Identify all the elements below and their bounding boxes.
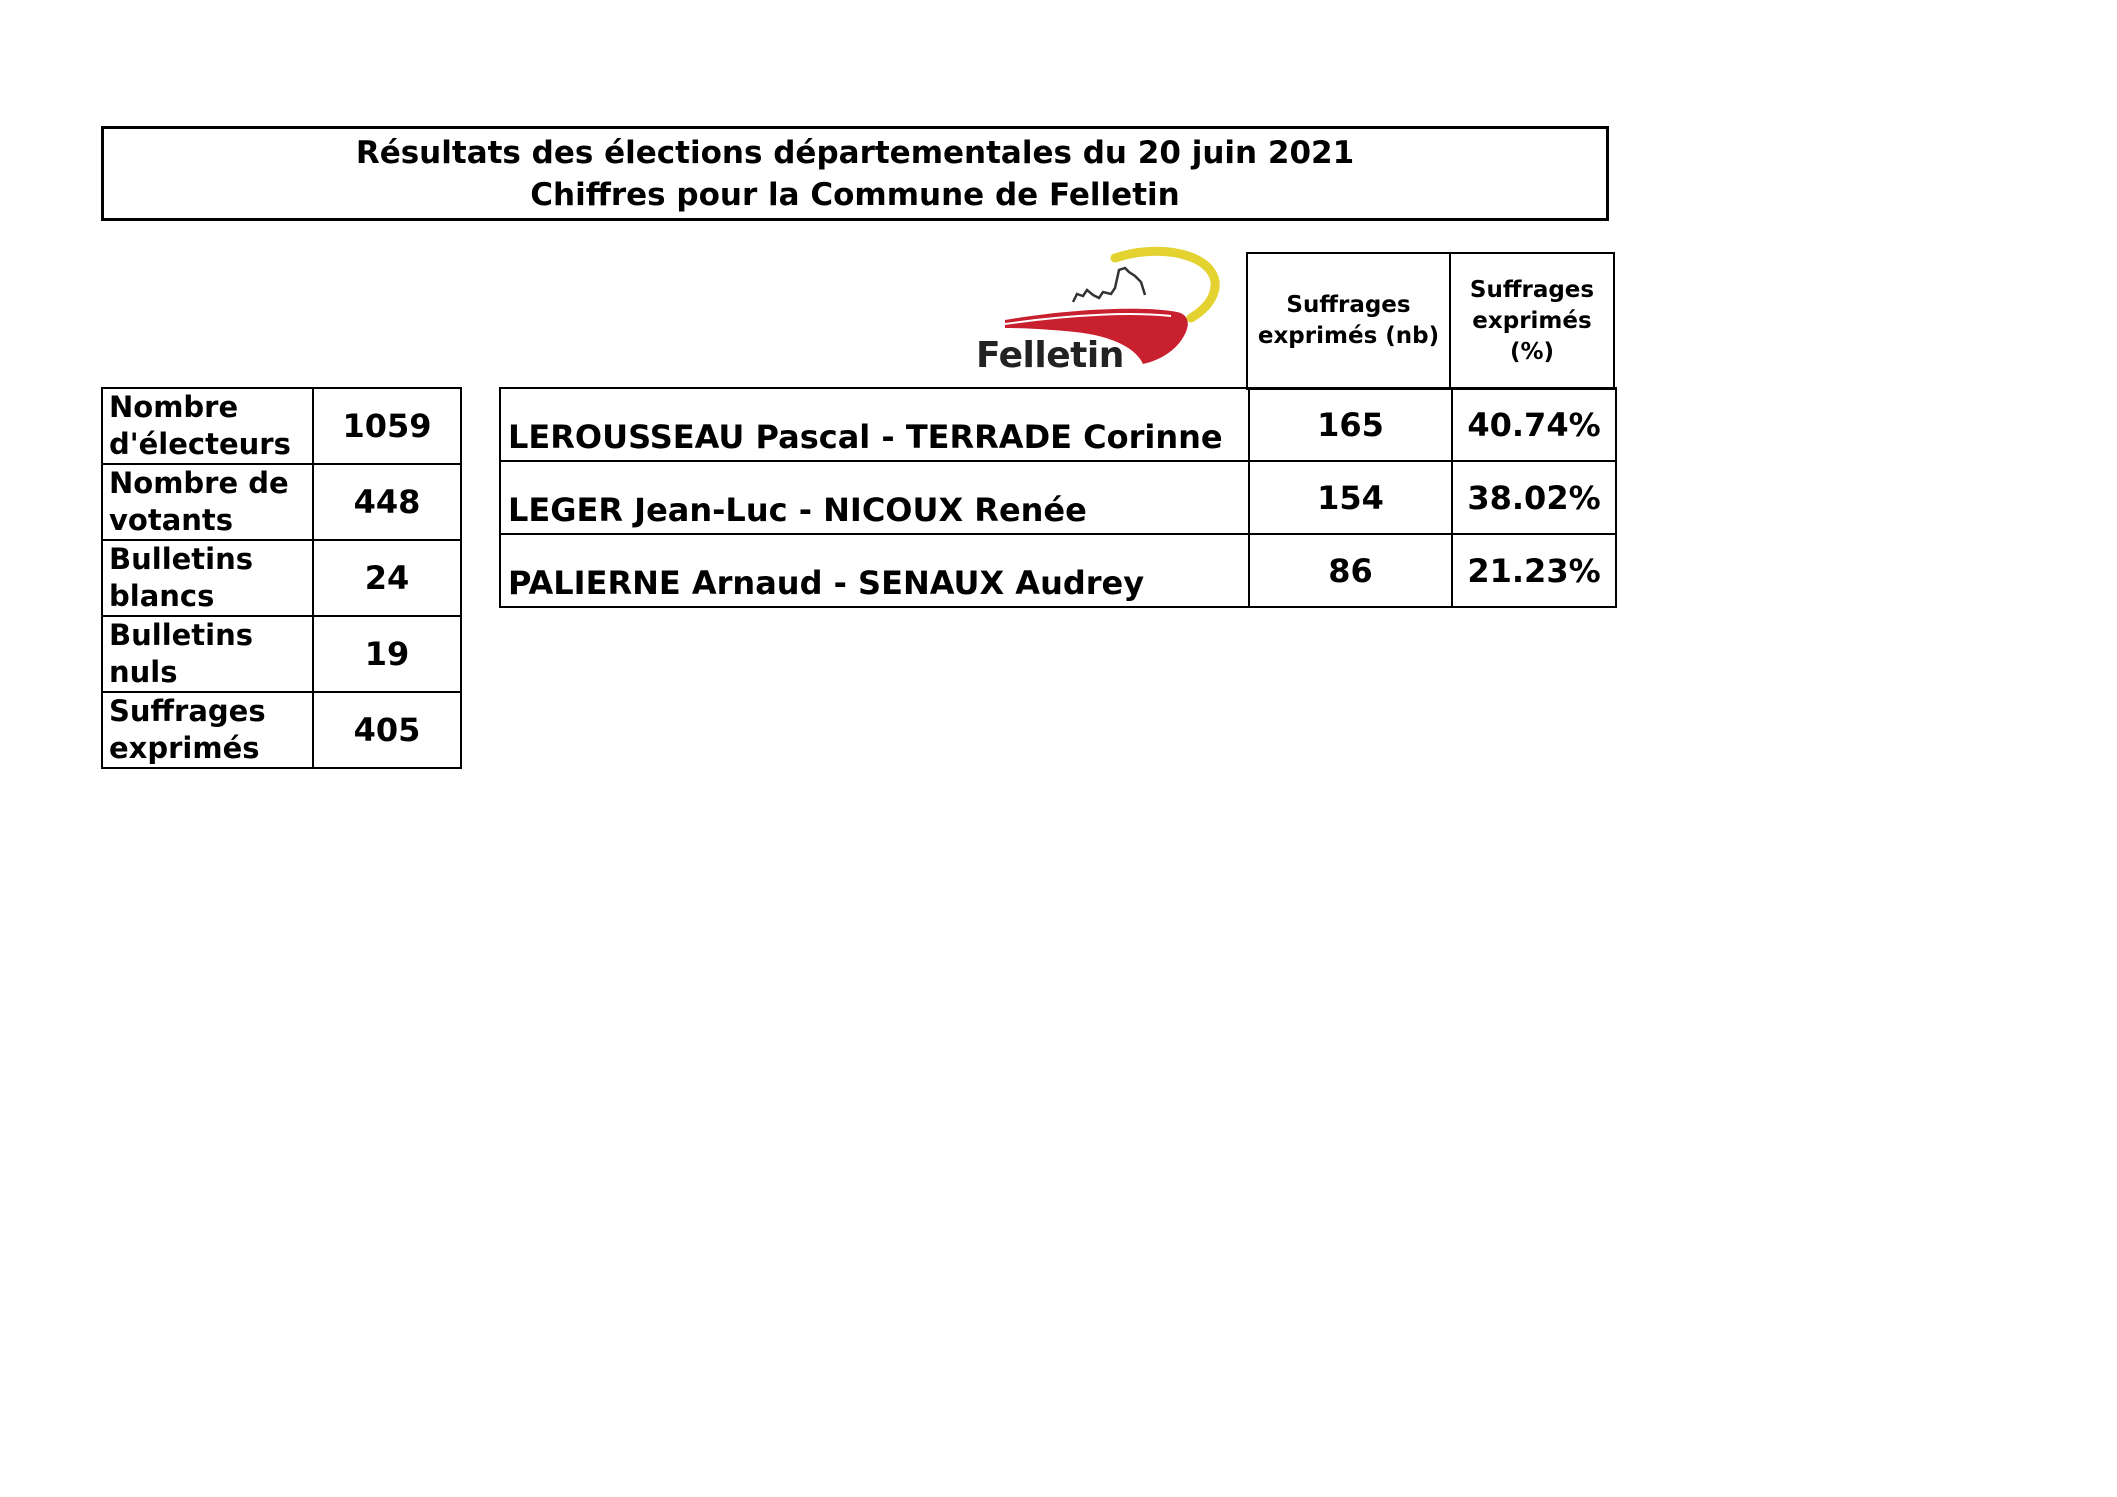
table-row [500,388,1616,461]
header-votes-percent-line2: exprimés [1472,307,1592,334]
table-row [102,616,461,692]
stat-value: 1059 [313,388,461,464]
table-row [500,534,1616,607]
stat-label-line2: exprimés [109,731,260,765]
stat-label [102,388,313,464]
stat-value: 448 [313,464,461,540]
candidate-names: LEGER Jean-Luc - NICOUX Renée [500,461,1249,534]
stat-label-line1: Bulletins [109,542,254,576]
header-votes-percent-line1: Suffrages [1469,276,1595,303]
results-table [499,387,1617,608]
candidate-names: PALIERNE Arnaud - SENAUX Audrey [500,534,1249,607]
table-row [102,692,461,768]
stat-label-line2: nuls [109,655,178,689]
table-row [102,464,461,540]
stat-label [102,616,313,692]
candidate-votes: 86 [1249,534,1452,607]
candidate-votes: 154 [1249,461,1452,534]
stats-table [101,387,462,769]
stat-value: 19 [313,616,461,692]
candidate-percent: 38.02% [1452,461,1616,534]
stat-label [102,692,313,768]
stat-label-line2: blancs [109,579,215,613]
title-line-1: Résultats des élections départementales du 20 juin 2021 [355,134,1355,171]
stat-label-line1: Nombre de [109,466,289,500]
table-row [102,540,461,616]
stat-label-line1: Nombre [109,390,239,424]
stat-value: 24 [313,540,461,616]
stat-value: 405 [313,692,461,768]
stat-label [102,540,313,616]
title-box [101,126,1609,221]
header-votes-percent-line3: (%) [1509,338,1555,365]
candidate-votes: 165 [1249,388,1452,461]
header-votes-count-line1: Suffrages [1286,292,1411,318]
logo-text: Felletin [976,335,1124,376]
candidate-names: LEROUSSEAU Pascal - TERRADE Corinne [500,388,1249,461]
stat-label-line1: Suffrages [109,694,266,728]
candidate-percent: 21.23% [1452,534,1616,607]
stat-label-line1: Bulletins [109,618,254,652]
header-votes-count-line2: exprimés (nb) [1257,323,1440,349]
table-row [500,461,1616,534]
stat-label-line2: d'électeurs [109,427,291,461]
candidate-percent: 40.74% [1452,388,1616,461]
title-line-2: Chiffres pour la Commune de Felletin [530,176,1180,213]
table-row [102,388,461,464]
header-votes-percent [1450,253,1614,389]
results-header-table [1246,252,1615,390]
stat-label [102,464,313,540]
header-votes-count [1247,253,1450,389]
stat-label-line2: votants [109,503,234,537]
